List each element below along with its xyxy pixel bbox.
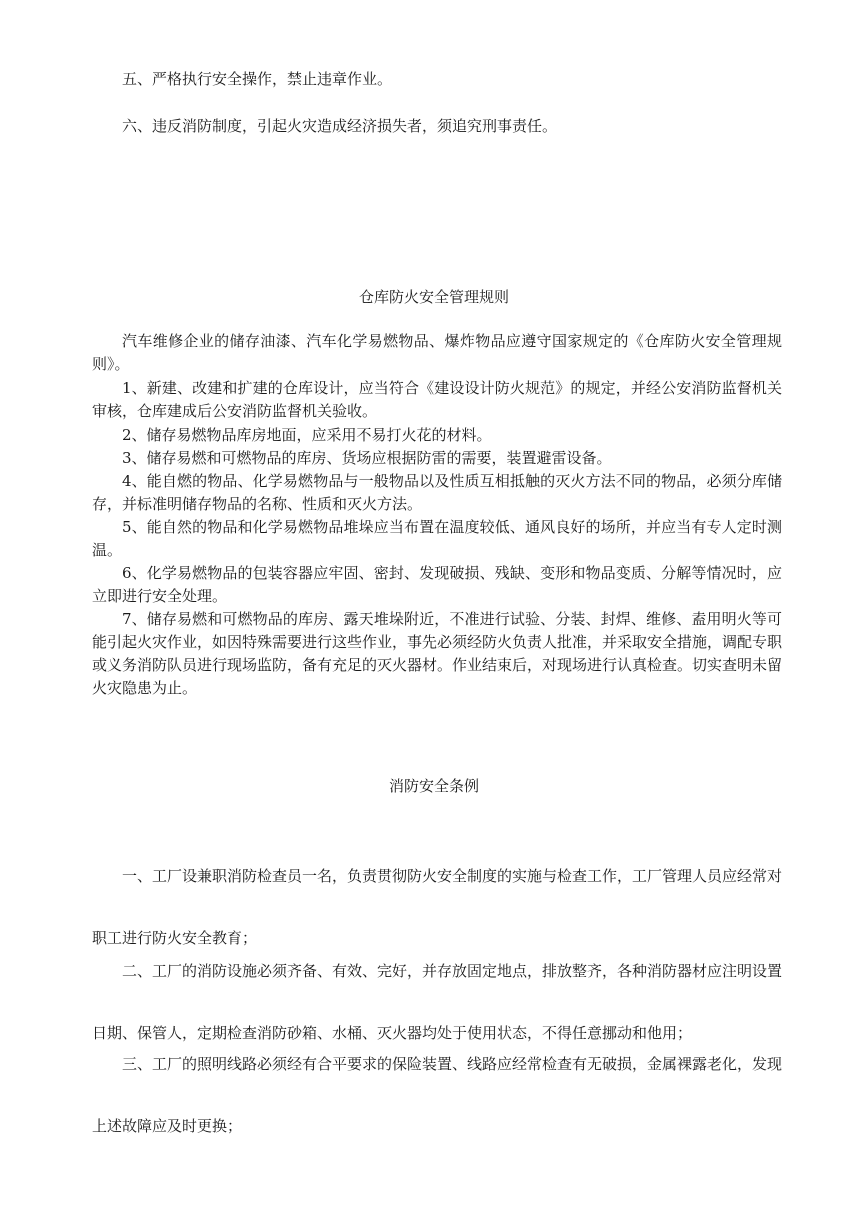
warehouse-item-4: 4、能自燃的物品、化学易燃物品与一般物品以及性质互相抵触的灭火方法不同的物品，必须分库储存，并标准明储存物品的名称、性质和灭火方法。 (92, 472, 782, 513)
warehouse-item-5: 5、能自然的物品和化学易燃物品堆垛应当布置在温度较低、通风良好的场所，并应当有专人定时测温。 (92, 518, 782, 559)
regulation-item-2: 二、工厂的消防设施必须齐备、有效、完好，并存放固定地点，排放整齐，各种消防器材应注明设置日期、保管人，定期检查消防砂箱、水桶、灭火器均处于使用状态，不得任意挪动和他用； (92, 962, 783, 1042)
regulation-item-1: 一、工厂设兼职消防检查员一名，负责贯彻防火安全制度的实施与检查工作，工厂管理人员应经常对职工进行防火安全教育； (92, 867, 783, 947)
warehouse-rules-title: 仓库防火安全管理规则 (358, 288, 509, 306)
warehouse-item-7: 7、储存易燃和可燃物品的库房、露天堆垛附近，不准进行试验、分装、封焊、维修、盍用明火等可能引起火灾作业，如因特殊需要进行这些作业，事先必须经防火负责人批准，并采取安全措施，调配专职或义务消防队员进行现场监防，备有充足的灭火器材。作业结束后，对现场进行认真检查。切实查明未留火灾隐患为止。 (92, 610, 783, 697)
warehouse-item-1: 1、新建、改建和扩建的仓库设计，应当符合《建设设计防火规范》的规定，并经公安消防监督机关审核，仓库建成后公安消防监督机关验收。 (92, 379, 782, 420)
warehouse-item-2: 2、储存易燃物品库房地面，应采用不易打火花的材料。 (122, 426, 492, 444)
intro-item-5: 五、严格执行安全操作，禁止违章作业。 (122, 70, 393, 88)
intro-item-6: 六、违反消防制度，引起火灾造成经济损失者，须追究刑事责任。 (122, 117, 558, 135)
regulation-item-3: 三、工厂的照明线路必须经有合平要求的保险装置、线路应经常检查有无破损，金属裸露老化，发现上述故障应及时更换； (92, 1055, 783, 1135)
warehouse-item-6: 6、化学易燃物品的包装容器应牢固、密封、发现破损、残缺、变形和物品变质、分解等情况时，应立即进行安全处理。 (92, 564, 782, 605)
warehouse-lead: 汽车维修企业的储存油漆、汽车化学易燃物品、爆炸物品应遵守国家规定的《仓库防火安全管理规则》。 (92, 332, 782, 373)
warehouse-item-3: 3、储存易燃和可燃物品的库房、货场应根据防雷的需要，装置避雷设备。 (122, 449, 612, 467)
fire-safety-regulations-title: 消防安全条例 (388, 777, 479, 795)
